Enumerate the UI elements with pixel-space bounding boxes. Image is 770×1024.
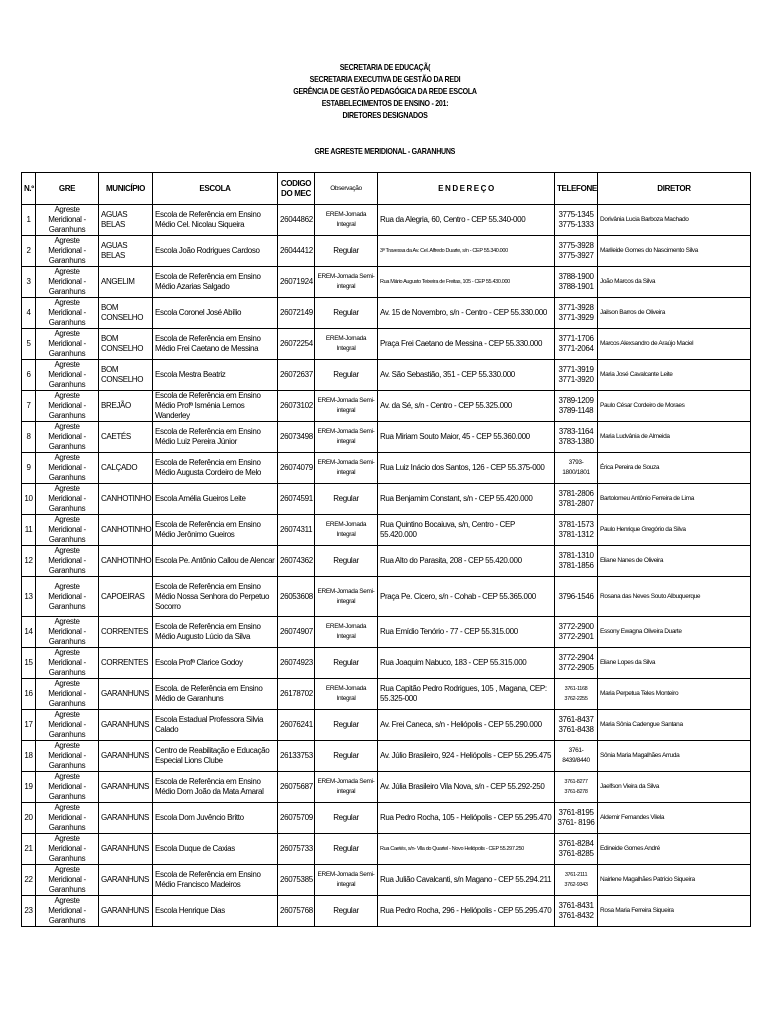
row-telefone: [555, 391, 598, 422]
phone-line: 3762-9343: [564, 882, 588, 888]
row-codigo: 26073102: [278, 391, 315, 422]
phone-line: 3761-8195: [558, 808, 594, 817]
phone-line: 3781-2806: [558, 489, 594, 498]
row-number: 20: [22, 803, 36, 834]
row-municipio: CANHOTINHO: [99, 484, 153, 515]
row-obs: EREM-Jornada Integral: [315, 515, 378, 546]
row-codigo: 26075709: [278, 803, 315, 834]
row-telefone: [555, 803, 598, 834]
phone-line: 3781-1310: [558, 551, 594, 560]
row-endereco: Av. Júlio Brasileiro, 924 - Heliópolis - CEP 55.295.475: [378, 741, 555, 772]
row-gre: Agreste Meridional - Garanhuns: [36, 484, 99, 515]
row-gre: Agreste Meridional - Garanhuns: [36, 515, 99, 546]
row-gre: Agreste Meridional - Garanhuns: [36, 834, 99, 865]
row-municipio: BREJÃO: [99, 391, 153, 422]
row-codigo: 26076241: [278, 710, 315, 741]
table-row: [22, 648, 751, 679]
row-obs: Regular: [315, 484, 378, 515]
row-endereco: Rua Miriam Souto Maior, 45 - CEP 55.360.000: [378, 422, 555, 453]
row-endereco: Praça Pe. Cicero, s/n - Cohab - CEP 55.365.000: [378, 577, 555, 617]
table-row: [22, 772, 751, 803]
table-row: [22, 896, 751, 927]
row-telefone: [555, 453, 598, 484]
row-escola: Escola. de Referência em Ensino Médio de Garanhuns: [153, 679, 278, 710]
phone-line: 3775-3928: [558, 241, 594, 250]
row-escola: Escola de Referência em Ensino Médio Cel. Nicolau Siqueira: [153, 205, 278, 236]
row-endereco: Rua Pedro Rocha, 105 - Heliópolis - CEP 55.295.470: [378, 803, 555, 834]
col-diretor: DIRETOR: [598, 173, 751, 205]
row-gre: Agreste Meridional - Garanhuns: [36, 422, 99, 453]
row-municipio: CANHOTINHO: [99, 546, 153, 577]
row-telefone: [555, 772, 598, 803]
row-codigo: 26075733: [278, 834, 315, 865]
phone-line: 3771-2064: [558, 344, 594, 353]
row-endereco: Rua Joaquim Nabuco, 183 - CEP 55.315.000: [378, 648, 555, 679]
row-diretor: João Marcos da Silva: [598, 267, 751, 298]
col-endereco: E N D E R E Ç O: [378, 173, 555, 205]
document-header: [0, 62, 770, 122]
row-municipio: AGUAS BELAS: [99, 205, 153, 236]
row-number: 10: [22, 484, 36, 515]
row-diretor: Sônia Maria Magalhães Arruda: [598, 741, 751, 772]
table-row: [22, 484, 751, 515]
row-obs: EREM-Jornada Integral: [315, 679, 378, 710]
row-escola: Escola Coronel José Abílio: [153, 298, 278, 329]
phone-line: 3761- 8196: [557, 818, 595, 827]
row-number: 5: [22, 329, 36, 360]
phone-line: 3761-8432: [558, 911, 594, 920]
row-codigo: 26073498: [278, 422, 315, 453]
row-municipio: CANHOTINHO: [99, 515, 153, 546]
row-gre: Agreste Meridional - Garanhuns: [36, 360, 99, 391]
row-number: 21: [22, 834, 36, 865]
col-codigo: CODIGO DO MEC: [278, 173, 315, 205]
row-diretor: Edineide Gomes André: [598, 834, 751, 865]
phone-line: 3796-1546: [558, 591, 594, 601]
row-number: 15: [22, 648, 36, 679]
row-number: 22: [22, 865, 36, 896]
row-codigo: 26074907: [278, 617, 315, 648]
row-telefone: [555, 515, 598, 546]
row-obs: EREM-Jornada Semi-integral: [315, 865, 378, 896]
row-number: 2: [22, 236, 36, 267]
table-row: [22, 577, 751, 617]
row-telefone: [555, 617, 598, 648]
row-telefone: [555, 896, 598, 927]
row-codigo: 26053608: [278, 577, 315, 617]
row-obs: EREM-Jornada Semi-integral: [315, 577, 378, 617]
row-gre: Agreste Meridional - Garanhuns: [36, 577, 99, 617]
row-escola: Escola Estadual Professora Silvia Calado: [153, 710, 278, 741]
row-codigo: 26074591: [278, 484, 315, 515]
row-endereco: Rua Alto do Parasita, 208 - CEP 55.420.000: [378, 546, 555, 577]
table-row: [22, 329, 751, 360]
row-diretor: Rosana das Neves Souto Albuquerque: [598, 577, 751, 617]
table-row: [22, 422, 751, 453]
phone-line: 3771-1706: [558, 334, 594, 343]
phone-line: 3761-8285: [558, 849, 594, 858]
table-row: [22, 617, 751, 648]
row-number: 13: [22, 577, 36, 617]
row-endereco: Av. 15 de Novembro, s/n - Centro - CEP 55.330.000: [378, 298, 555, 329]
col-num: N.º: [22, 173, 36, 205]
row-diretor: Paulo Henrique Gregório da Silva: [598, 515, 751, 546]
row-gre: Agreste Meridional - Garanhuns: [36, 391, 99, 422]
row-gre: Agreste Meridional - Garanhuns: [36, 298, 99, 329]
row-diretor: Maria Ludvânia de Almeida: [598, 422, 751, 453]
row-obs: Regular: [315, 741, 378, 772]
row-municipio: AGUAS BELAS: [99, 236, 153, 267]
row-number: 18: [22, 741, 36, 772]
row-codigo: 26072149: [278, 298, 315, 329]
phone-line: 3781-1312: [558, 530, 594, 539]
row-municipio: GARANHUNS: [99, 710, 153, 741]
phone-line: 3775-3927: [558, 251, 594, 260]
phone-line: 3788-1900: [558, 272, 594, 281]
row-endereco: Rua Julião Cavalcanti, s/n Magano - CEP 55.294.211: [378, 865, 555, 896]
row-obs: EREM-Jornada Integral: [315, 205, 378, 236]
col-escola: ESCOLA: [153, 173, 278, 205]
row-escola: Escola de Referência em Ensino Médio Augusta Cordeiro de Melo: [153, 453, 278, 484]
table-row: [22, 298, 751, 329]
row-endereco: Av. Júlia Brasileiro Vila Nova, s/n - CEP 55.292-250: [378, 772, 555, 803]
row-escola: Escola de Referência em Ensino Médio Jerônimo Gueiros: [153, 515, 278, 546]
row-number: 4: [22, 298, 36, 329]
phone-line: 3789-1209: [558, 396, 594, 405]
row-municipio: GARANHUNS: [99, 834, 153, 865]
phone-line: 3761-8439/8440: [562, 747, 590, 764]
phone-line: 3772-2901: [558, 632, 594, 641]
header-line: ESTABELECIMENTOS DE ENSINO - 201:: [321, 99, 449, 108]
row-number: 7: [22, 391, 36, 422]
row-escola: Escola de Referência em Ensino Médio Profª Isménia Lemos Wanderley: [153, 391, 278, 422]
row-diretor: Rosa Maria Ferreira Siqueira: [598, 896, 751, 927]
table-row: [22, 267, 751, 298]
row-escola: Escola Profª Clarice Godoy: [153, 648, 278, 679]
row-number: 23: [22, 896, 36, 927]
row-number: 14: [22, 617, 36, 648]
row-endereco: Rua Pedro Rocha, 296 - Heliópolis - CEP 55.295.470: [378, 896, 555, 927]
header-line: SECRETARIA EXECUTIVA DE GESTÃO DA REDI: [309, 75, 461, 84]
phone-line: 3761-8431: [558, 901, 594, 910]
row-escola: Escola Amélia Gueiros Leite: [153, 484, 278, 515]
table-body: [22, 205, 751, 927]
phone-line: 3771-3929: [558, 313, 594, 322]
row-obs: EREM-Jornada Semi-integral: [315, 453, 378, 484]
row-telefone: [555, 865, 598, 896]
row-gre: Agreste Meridional - Garanhuns: [36, 205, 99, 236]
row-obs: Regular: [315, 236, 378, 267]
row-diretor: Maria Sônia Cadengue Santana: [598, 710, 751, 741]
row-escola: Escola Dom Juvêncio Britto: [153, 803, 278, 834]
row-number: 16: [22, 679, 36, 710]
row-diretor: Nairlene Magalhães Patrício Siqueira: [598, 865, 751, 896]
row-gre: Agreste Meridional - Garanhuns: [36, 236, 99, 267]
row-codigo: 26074923: [278, 648, 315, 679]
phone-line: 3781-1573: [558, 520, 594, 529]
row-escola: Escola Duque de Caxias: [153, 834, 278, 865]
table-row: [22, 834, 751, 865]
row-diretor: Dorivânia Lucia Barboza Machado: [598, 205, 751, 236]
row-obs: EREM-Jornada Semi-integral: [315, 391, 378, 422]
row-gre: Agreste Meridional - Garanhuns: [36, 772, 99, 803]
row-escola: Escola João Rodrigues Cardoso: [153, 236, 278, 267]
row-gre: Agreste Meridional - Garanhuns: [36, 803, 99, 834]
row-municipio: CORRENTES: [99, 617, 153, 648]
row-diretor: Jaelfson Vieira da Silva: [598, 772, 751, 803]
table-row: [22, 515, 751, 546]
row-diretor: Eliane Nanes de Oliveira: [598, 546, 751, 577]
row-endereco: Rua Capitão Pedro Rodrigues, 105 , Magana, CEP: 55.325-000: [378, 679, 555, 710]
row-municipio: CAPOEIRAS: [99, 577, 153, 617]
phone-line: 3761-1168: [564, 686, 588, 692]
row-escola: Centro de Reabilitação e Educação Especial Lions Clube: [153, 741, 278, 772]
table-row: [22, 453, 751, 484]
phone-line: 3761-8277: [564, 779, 588, 785]
row-codigo: 26075687: [278, 772, 315, 803]
row-municipio: GARANHUNS: [99, 772, 153, 803]
phone-line: 3783-1380: [558, 437, 594, 446]
row-number: 12: [22, 546, 36, 577]
row-escola: Escola Mestra Beatriz: [153, 360, 278, 391]
row-municipio: GARANHUNS: [99, 896, 153, 927]
row-codigo: 26178702: [278, 679, 315, 710]
phone-line: 3761-8278: [564, 789, 588, 795]
row-codigo: 26075385: [278, 865, 315, 896]
header-line: SECRETARIA DE EDUCAÇÃ(: [339, 63, 431, 72]
row-obs: Regular: [315, 648, 378, 679]
row-telefone: [555, 236, 598, 267]
row-gre: Agreste Meridional - Garanhuns: [36, 546, 99, 577]
row-telefone: [555, 741, 598, 772]
row-endereco: Rua Quintino Bocaiuva, s/n, Centro - CEP 55.420.000: [378, 515, 555, 546]
row-diretor: Eliane Lopes da Silva: [598, 648, 751, 679]
row-endereco: 3ª Travessa da Av. Cel. Alfredo Duarte, s/n - CEP 55.340.000: [378, 236, 555, 267]
phone-line: 3772-2905: [558, 663, 594, 672]
row-telefone: [555, 834, 598, 865]
table-row: [22, 546, 751, 577]
row-gre: Agreste Meridional - Garanhuns: [36, 710, 99, 741]
row-escola: Escola de Referência em Ensino Médio Augusto Lúcio da Silva: [153, 617, 278, 648]
row-municipio: GARANHUNS: [99, 679, 153, 710]
row-diretor: Essony Ewagna Oliveira Duarte: [598, 617, 751, 648]
row-municipio: ANGELIM: [99, 267, 153, 298]
row-codigo: 26074079: [278, 453, 315, 484]
row-obs: EREM-Jornada Integral: [315, 617, 378, 648]
row-number: 19: [22, 772, 36, 803]
gre-title: [0, 147, 770, 156]
col-obs: Observação: [315, 173, 378, 205]
row-codigo: 26074311: [278, 515, 315, 546]
row-obs: EREM-Jornada Semi-integral: [315, 267, 378, 298]
col-telefone: TELEFONE: [555, 173, 598, 205]
row-codigo: 26072254: [278, 329, 315, 360]
row-telefone: [555, 422, 598, 453]
row-escola: Escola Henrique Dias: [153, 896, 278, 927]
row-obs: Regular: [315, 803, 378, 834]
row-gre: Agreste Meridional - Garanhuns: [36, 267, 99, 298]
row-number: 11: [22, 515, 36, 546]
row-telefone: [555, 577, 598, 617]
row-number: 1: [22, 205, 36, 236]
table-row: [22, 741, 751, 772]
row-obs: Regular: [315, 298, 378, 329]
row-telefone: [555, 298, 598, 329]
row-endereco: Rua da Alegria, 60, Centro - CEP 55.340-000: [378, 205, 555, 236]
phone-line: 3761-8437: [558, 715, 594, 724]
row-municipio: BOM CONSELHO: [99, 329, 153, 360]
row-diretor: Bartolomeu Antônio Ferreira de Lima: [598, 484, 751, 515]
row-diretor: Aldemir Fernandes Vilela: [598, 803, 751, 834]
table-row: [22, 710, 751, 741]
row-diretor: Érica Pereira de Souza: [598, 453, 751, 484]
row-diretor: Maria Perpetua Teles Monteiro: [598, 679, 751, 710]
row-diretor: Marileide Gomes do Nascimento Silva: [598, 236, 751, 267]
row-obs: EREM-Jornada Semi-integral: [315, 772, 378, 803]
row-obs: EREM-Jornada Integral: [315, 329, 378, 360]
row-obs: Regular: [315, 834, 378, 865]
phone-line: 3761-2111: [564, 872, 588, 878]
row-municipio: GARANHUNS: [99, 803, 153, 834]
table-row: [22, 391, 751, 422]
phone-line: 3781-1856: [558, 561, 594, 570]
table-row: [22, 236, 751, 267]
row-telefone: [555, 710, 598, 741]
row-telefone: [555, 205, 598, 236]
phone-line: 3771-3920: [558, 375, 594, 384]
row-gre: Agreste Meridional - Garanhuns: [36, 896, 99, 927]
row-codigo: 26133753: [278, 741, 315, 772]
row-municipio: GARANHUNS: [99, 865, 153, 896]
phone-line: 3793-1800/1801: [562, 459, 590, 476]
row-number: 3: [22, 267, 36, 298]
row-escola: Escola de Referência em Ensino Médio Azarias Salgado: [153, 267, 278, 298]
row-obs: EREM-Jornada Semi-integral: [315, 422, 378, 453]
phone-line: 3781-2807: [558, 499, 594, 508]
row-codigo: 26075768: [278, 896, 315, 927]
row-endereco: Rua Luiz Inácio dos Santos, 126 - CEP 55.375-000: [378, 453, 555, 484]
phone-line: 3772-2900: [558, 622, 594, 631]
phone-line: 3761-8438: [558, 725, 594, 734]
row-endereco: Av. da Sé, s/n - Centro - CEP 55.325.000: [378, 391, 555, 422]
row-gre: Agreste Meridional - Garanhuns: [36, 648, 99, 679]
row-obs: Regular: [315, 360, 378, 391]
phone-line: 3762-2255: [564, 696, 588, 702]
phone-line: 3761-8284: [558, 839, 594, 848]
row-codigo: 26044862: [278, 205, 315, 236]
gre-title-text: GRE AGRESTE MERIDIONAL - GARANHUNS: [314, 147, 456, 156]
row-municipio: CORRENTES: [99, 648, 153, 679]
row-telefone: [555, 329, 598, 360]
row-obs: Regular: [315, 546, 378, 577]
table-row: [22, 803, 751, 834]
row-diretor: Paulo César Cordeiro de Moraes: [598, 391, 751, 422]
phone-line: 3788-1901: [558, 282, 594, 291]
row-escola: Escola de Referência em Ensino Médio Dom João da Mata Amaral: [153, 772, 278, 803]
row-endereco: Av. São Sebastião, 351 - CEP 55.330.000: [378, 360, 555, 391]
row-gre: Agreste Meridional - Garanhuns: [36, 865, 99, 896]
row-telefone: [555, 679, 598, 710]
phone-line: 3772-2904: [558, 653, 594, 662]
phone-line: 3775-1333: [558, 220, 594, 229]
row-codigo: 26072637: [278, 360, 315, 391]
table-header-row: [22, 173, 751, 205]
row-escola: Escola de Referência em Ensino Médio Luiz Pereira Júnior: [153, 422, 278, 453]
directors-table: [21, 172, 751, 927]
row-municipio: GARANHUNS: [99, 741, 153, 772]
row-gre: Agreste Meridional - Garanhuns: [36, 679, 99, 710]
phone-line: 3783-1164: [558, 427, 594, 436]
row-gre: Agreste Meridional - Garanhuns: [36, 741, 99, 772]
row-municipio: BOM CONSELHO: [99, 298, 153, 329]
table-row: [22, 679, 751, 710]
row-escola: Escola Pe. Antônio Callou de Alencar: [153, 546, 278, 577]
row-number: 6: [22, 360, 36, 391]
col-municipio: MUNICÍPIO: [99, 173, 153, 205]
table-row: [22, 205, 751, 236]
row-number: 17: [22, 710, 36, 741]
phone-line: 3775-1345: [558, 210, 594, 219]
row-telefone: [555, 546, 598, 577]
row-codigo: 26071924: [278, 267, 315, 298]
row-escola: Escola de Referência em Ensino Médio Frei Caetano de Messina: [153, 329, 278, 360]
row-gre: Agreste Meridional - Garanhuns: [36, 617, 99, 648]
row-diretor: Maria José Cavalcante Leite: [598, 360, 751, 391]
row-telefone: [555, 360, 598, 391]
row-endereco: Rua Caetés, s/n- Vila do Quartel - Novo Heliópolis - CEP 55.297.250: [378, 834, 555, 865]
phone-line: 3789-1148: [558, 406, 594, 415]
row-telefone: [555, 484, 598, 515]
row-endereco: Av. Frei Caneca, s/n - Heliópolis - CEP 55.290.000: [378, 710, 555, 741]
row-endereco: Rua Emídio Tenório - 77 - CEP 55.315.000: [378, 617, 555, 648]
row-endereco: Rua Benjamim Constant, s/n - CEP 55.420.000: [378, 484, 555, 515]
row-telefone: [555, 648, 598, 679]
row-number: 8: [22, 422, 36, 453]
phone-line: 3771-3928: [558, 303, 594, 312]
row-municipio: CALÇADO: [99, 453, 153, 484]
row-endereco: Praça Frei Caetano de Messina - CEP 55.330.000: [378, 329, 555, 360]
row-gre: Agreste Meridional - Garanhuns: [36, 329, 99, 360]
row-codigo: 26074362: [278, 546, 315, 577]
row-diretor: Marcos Alexsandro de Araújo Maciel: [598, 329, 751, 360]
row-obs: Regular: [315, 710, 378, 741]
row-escola: Escola de Referência em Ensino Médio Francisco Madeiros: [153, 865, 278, 896]
phone-line: 3771-3919: [558, 365, 594, 374]
row-codigo: 26044412: [278, 236, 315, 267]
col-gre: GRE: [36, 173, 99, 205]
row-gre: Agreste Meridional - Garanhuns: [36, 453, 99, 484]
row-number: 9: [22, 453, 36, 484]
table-row: [22, 865, 751, 896]
header-line: GERÊNCIA DE GESTÃO PEDAGÓGICA DA REDE ESCOLA: [293, 87, 477, 96]
row-telefone: [555, 267, 598, 298]
header-line: DIRETORES DESIGNADOS: [342, 111, 428, 120]
table-row: [22, 360, 751, 391]
row-diretor: Jailson Barros de Oliveira: [598, 298, 751, 329]
row-escola: Escola de Referência em Ensino Médio Nossa Senhora do Perpetuo Socorro: [153, 577, 278, 617]
row-obs: Regular: [315, 896, 378, 927]
row-municipio: BOM CONSELHO: [99, 360, 153, 391]
row-endereco: Rua Mário Augusto Teixeira de Freitas, 105 - CEP 55.430.000: [378, 267, 555, 298]
row-municipio: CAETÉS: [99, 422, 153, 453]
